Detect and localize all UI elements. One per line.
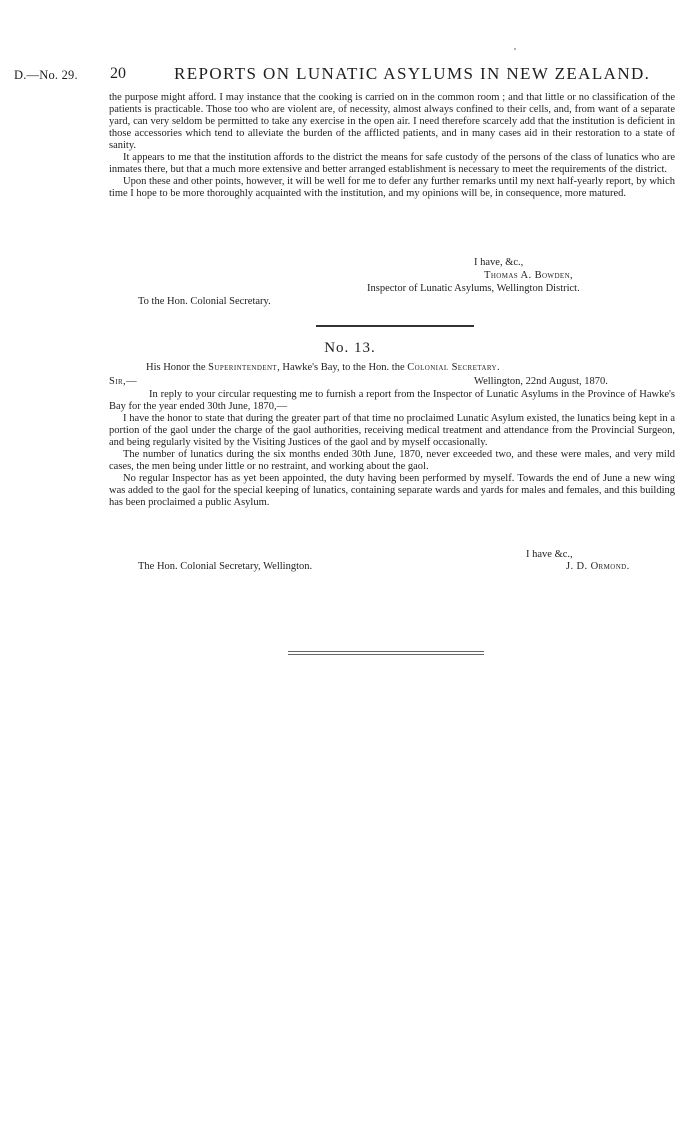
letter-13-paragraph: No regular Inspector has as yet been appointed, the duty having been performed by myself. Towards the end of June a new wing was added to the gaol for the special keeping of lunatics, containing separate wards and yards for males and females, and this building has been proclaimed a public Asylum.: [109, 473, 675, 508]
letter-12-paragraph: It appears to me that the institution affords to the district the means for safe custody of the persons of the class of lunatics who are inmates there, but that a much more extensive and better arranged establishment is necessary to meet the requirements of the district.: [109, 152, 675, 175]
letter-12-closing: I have, &c.,: [474, 257, 524, 268]
paper-code: D.—No. 29.: [14, 68, 78, 82]
end-rule-bottom: [288, 654, 484, 655]
letter-13-body: [109, 389, 675, 509]
end-rule-top: [288, 651, 484, 652]
heading-prefix: His Honor the: [146, 362, 206, 373]
letter-13-signatory: J. D. Ormond.: [566, 561, 630, 572]
running-title: REPORTS ON LUNATIC ASYLUMS IN NEW ZEALAND.: [174, 64, 651, 83]
dateline: Wellington, 22nd August, 1870.: [474, 376, 608, 387]
letter-12-signatory-title: Inspector of Lunatic Asylums, Wellington District.: [367, 283, 580, 294]
salutation: Sir,—: [109, 376, 137, 387]
heading-middle: , Hawke's Bay, to the Hon. the: [277, 362, 405, 373]
speck: [514, 48, 516, 50]
section-divider: [316, 325, 474, 327]
page-header: [0, 64, 700, 88]
heading-from: Superintendent: [208, 362, 278, 373]
letter-13-paragraph: In reply to your circular requesting me to furnish a report from the Inspector of Lunatic Asylums in the Province of Hawke's Bay for the year ended 30th June, 1870,—: [109, 389, 675, 412]
letter-13-addressee: The Hon. Colonial Secretary, Wellington.: [138, 561, 313, 572]
letter-12-paragraph: Upon these and other points, however, it will be well for me to defer any further remarks until my next half-yearly report, by which time I hope to be more thoroughly acquainted with the institution, and my opinions will be, in consequence, more matured.: [109, 176, 675, 199]
letter-13-paragraph: I have the honor to state that during the greater part of that time no proclaimed Lunatic Asylum existed, the lunatics being kept in a portion of the gaol under the charge of the gaol authorities, receiving medical treatment and attendance from the Provincial Surgeon, and being regularly visited by the Visiting Justices of the gaol and by myself occasionally.: [109, 413, 675, 448]
letter-number: No. 13.: [324, 340, 376, 356]
page-number: 20: [110, 65, 126, 82]
letter-12-signatory: Thomas A. Bowden,: [484, 270, 574, 281]
letter-13-paragraph: The number of lunatics during the six months ended 30th June, 1870, never exceeded two, and these were males, and very mild cases, the men being under little or no restraint, and working about the gaol.: [109, 449, 675, 472]
letter-12-paragraph: the purpose might afford. I may instance that the cooking is carried on in the common room ; and that little or no classification of the patients is practicable. Those too who are violent are, of necessity, almost always confined to their cells, and, from want of a separate yard, can very seldom be permitted to take any exercise in the open air. I need therefore scarcely add that the institution is deficient in those accessories which tend to alleviate the burden of the afflicted patients, and in many cases aid in their restoration to a state of sanity.: [109, 92, 675, 151]
letter-13-heading: [146, 362, 500, 374]
letter-13-closing: I have &c.,: [526, 549, 573, 560]
letter-12-addressee: To the Hon. Colonial Secretary.: [138, 296, 271, 307]
heading-to: Colonial Secretary.: [407, 362, 501, 373]
letter-12-body: [109, 92, 675, 200]
